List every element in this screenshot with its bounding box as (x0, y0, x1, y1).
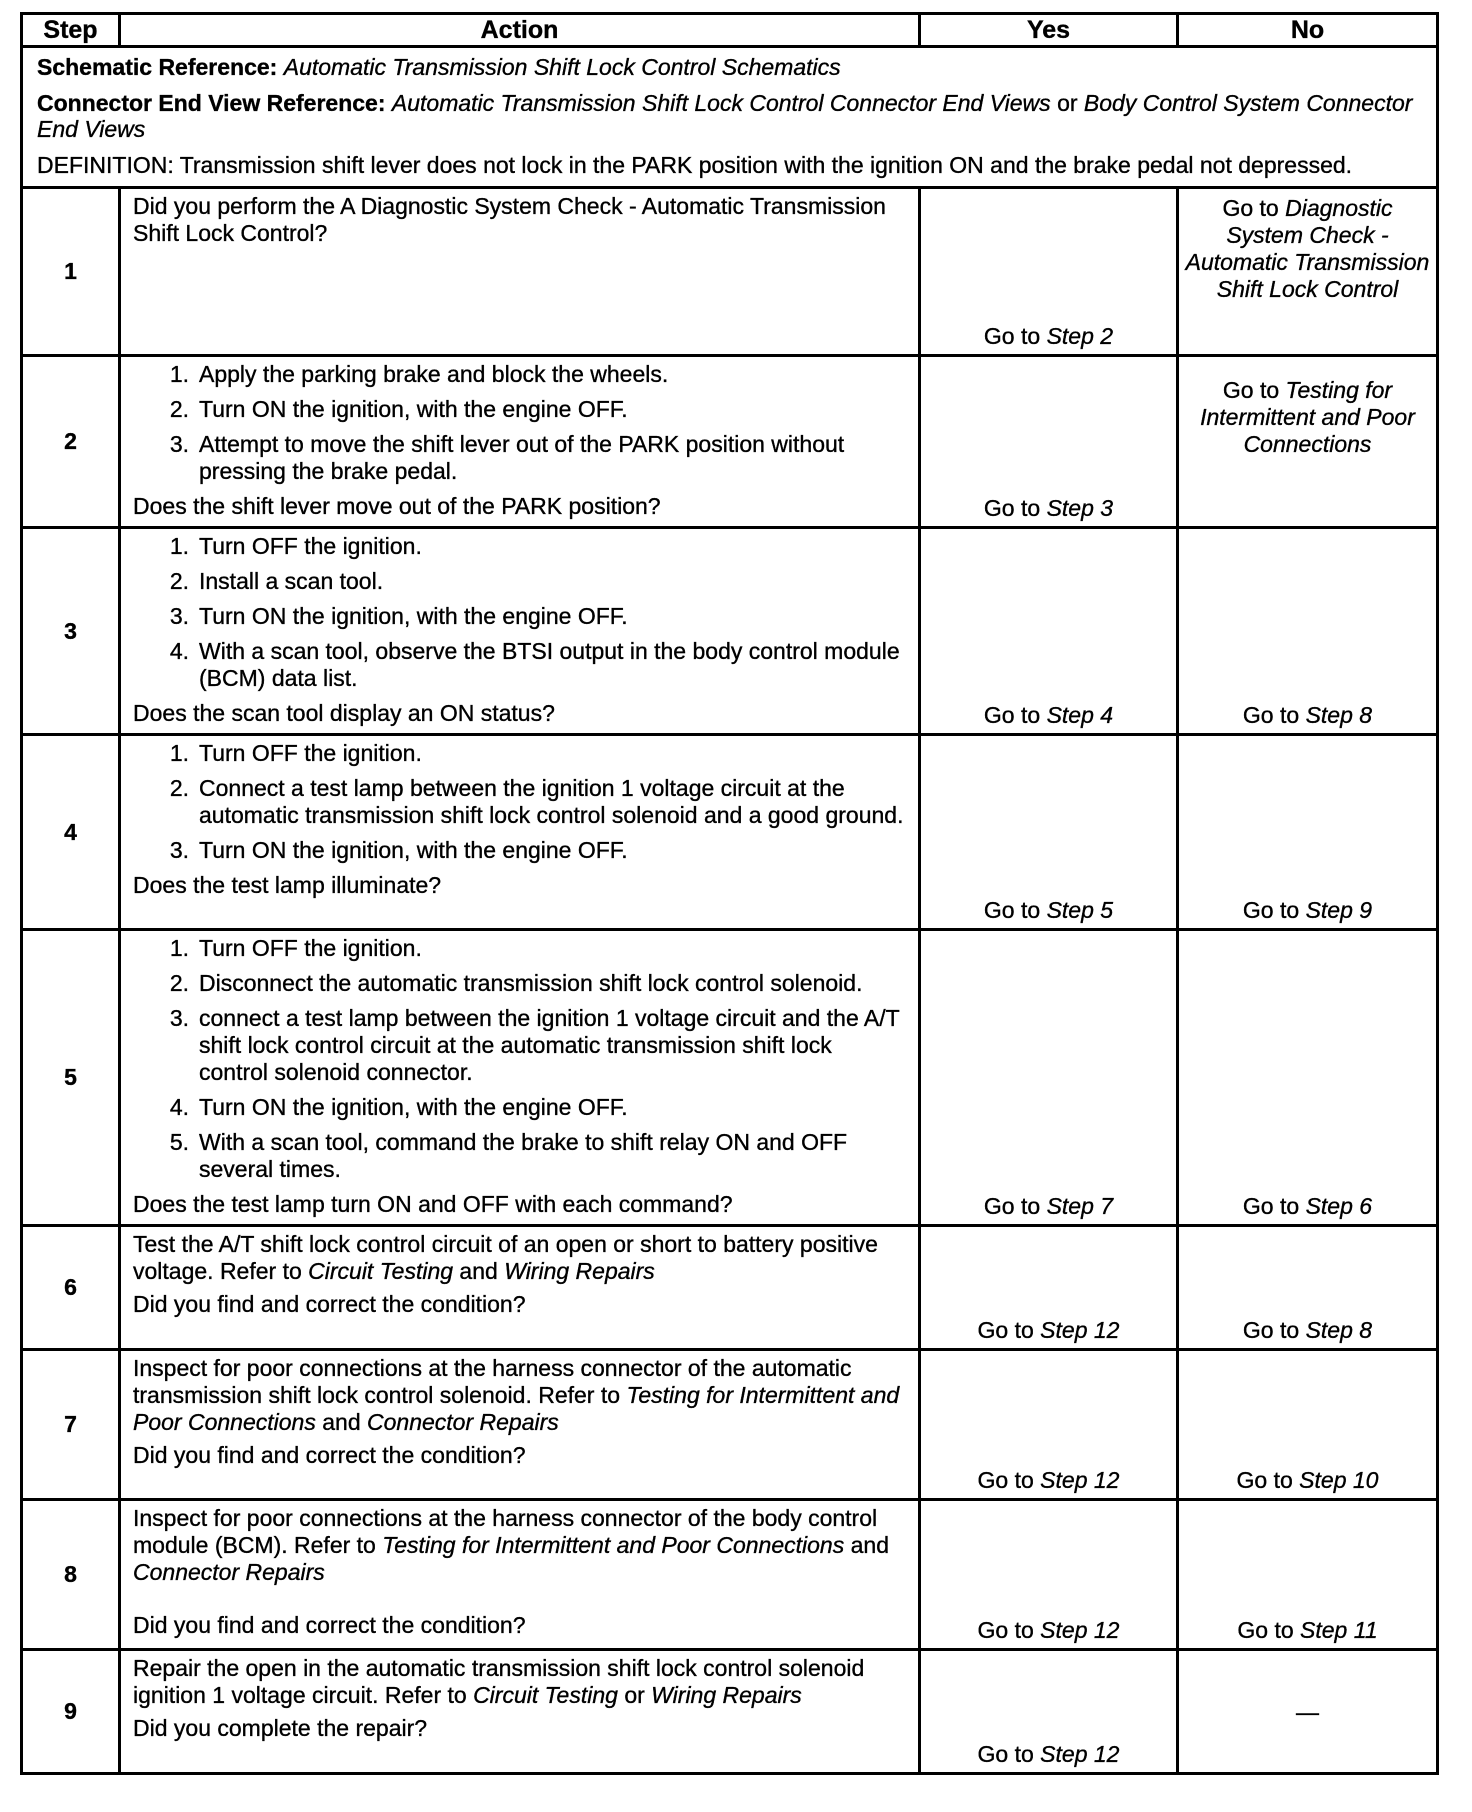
instruction-text: Turn ON the ignition, with the engine OFF. (199, 1094, 628, 1120)
instruction-text: Repair the open in the automatic transmission shift lock control solenoid ignition 1 voltage circuit. Refer to (133, 1655, 865, 1708)
list-item: 2. Install a scan tool. (133, 568, 906, 595)
no-cell[interactable] (1178, 528, 1438, 735)
conjunction: and (459, 1258, 498, 1284)
step-row-3 (22, 528, 1438, 735)
schematic-reference-label: Schematic Reference: (37, 54, 278, 80)
reference-row (22, 47, 1438, 188)
conjunction: and (850, 1532, 889, 1558)
no-link[interactable]: Step 9 (1305, 897, 1373, 923)
step-action (120, 1500, 920, 1650)
step-instruction (133, 1655, 906, 1709)
step-number: 1 (22, 188, 120, 356)
connector-reference-label: Connector End View Reference: (37, 90, 386, 116)
reference-link[interactable]: Wiring Repairs (651, 1682, 802, 1708)
yes-link[interactable]: Step 2 (1046, 323, 1114, 349)
yes-cell[interactable] (920, 1226, 1178, 1350)
go-to-label: Go to (977, 1317, 1034, 1343)
yes-link[interactable]: Step 12 (1040, 1617, 1120, 1643)
step-instructions (133, 935, 906, 1183)
connector-reference (37, 90, 1422, 142)
go-to-label: Go to (1237, 1617, 1294, 1643)
instruction-text: connect a test lamp between the ignition 1 voltage circuit and the A/T shift lock control circuit at the automatic transmission shift lock control solenoid connector. (199, 1005, 900, 1085)
reference-link[interactable]: Connector Repairs (367, 1409, 559, 1435)
reference-link[interactable]: Testing for Intermittent and Poor Connections (133, 1382, 900, 1435)
yes-link[interactable]: Step 3 (1046, 495, 1114, 521)
step-question: Did you find and correct the condition? (133, 1442, 526, 1468)
go-to-label: Go to (977, 1741, 1034, 1767)
step-row-8 (22, 1500, 1438, 1650)
reference-link[interactable]: Circuit Testing (308, 1258, 454, 1284)
instruction-text: Turn ON the ignition, with the engine OFF. (199, 837, 628, 863)
step-question: Did you find and correct the condition? (133, 1291, 526, 1317)
schematic-reference-link[interactable]: Automatic Transmission Shift Lock Control Schematics (283, 54, 841, 80)
instruction-text: Disconnect the automatic transmission shift lock control solenoid. (199, 970, 863, 996)
yes-cell[interactable] (920, 930, 1178, 1226)
list-item: 4. With a scan tool, observe the BTSI output in the body control module (BCM) data list. (133, 638, 906, 692)
no-cell[interactable] (1178, 1350, 1438, 1500)
no-cell[interactable] (1178, 735, 1438, 930)
list-item: 1. Turn OFF the ignition. (133, 533, 906, 560)
no-link[interactable]: Step 11 (1300, 1617, 1378, 1643)
step-action (120, 1350, 920, 1500)
go-to-label: Go to (1236, 1467, 1293, 1493)
step-row-5 (22, 930, 1438, 1226)
conjunction: and (322, 1409, 361, 1435)
conjunction: or (624, 1682, 645, 1708)
go-to-label: Go to (983, 495, 1041, 521)
step-number: 6 (22, 1226, 120, 1350)
no-cell[interactable] (1178, 930, 1438, 1226)
go-to-label: Go to (1222, 377, 1280, 403)
header-action: Action (120, 14, 920, 47)
list-item: 3. Turn ON the ignition, with the engine OFF. (133, 603, 906, 630)
header-yes: Yes (920, 14, 1178, 47)
instruction-text: Turn OFF the ignition. (199, 533, 422, 559)
connector-reference-link-2[interactable]: Body Control System Connector End Views (37, 90, 1413, 142)
go-to-label: Go to (1242, 897, 1300, 923)
no-cell[interactable] (1178, 356, 1438, 528)
step-action (120, 1226, 920, 1350)
no-cell: — (1178, 1650, 1438, 1774)
instruction-text: With a scan tool, observe the BTSI output in the body control module (BCM) data list. (199, 638, 900, 691)
step-question: Does the scan tool display an ON status? (133, 700, 555, 726)
go-to-label: Go to (983, 702, 1041, 728)
header-step: Step (22, 14, 120, 47)
step-row-7 (22, 1350, 1438, 1500)
go-to-label: Go to (1242, 702, 1300, 728)
list-item: 1. Apply the parking brake and block the wheels. (133, 361, 906, 388)
list-item: 1. Turn OFF the ignition. (133, 740, 906, 767)
step-number: 4 (22, 735, 120, 930)
yes-cell[interactable] (920, 356, 1178, 528)
go-to-label: Go to (977, 1617, 1034, 1643)
step-row-6 (22, 1226, 1438, 1350)
no-cell[interactable] (1178, 188, 1438, 356)
instruction-text: Apply the parking brake and block the wheels. (199, 361, 669, 387)
go-to-label: Go to (983, 897, 1041, 923)
step-question: Did you perform the A Diagnostic System Check - Automatic Transmission Shift Lock Control? (133, 193, 886, 246)
step-action (120, 1650, 920, 1774)
step-action (120, 930, 920, 1226)
instruction-text: With a scan tool, command the brake to shift relay ON and OFF several times. (199, 1129, 848, 1182)
step-number: 9 (22, 1650, 120, 1774)
instruction-text: Turn OFF the ignition. (199, 935, 422, 961)
step-action (120, 356, 920, 528)
yes-link[interactable]: Step 4 (1046, 702, 1114, 728)
yes-link[interactable]: Step 7 (1046, 1193, 1114, 1219)
instruction-text: Turn ON the ignition, with the engine OFF. (199, 603, 628, 629)
list-item: 5. With a scan tool, command the brake to shift relay ON and OFF several times. (133, 1129, 906, 1183)
yes-cell[interactable] (920, 188, 1178, 356)
no-link[interactable]: Testing for Intermittent and Poor Connections (1200, 377, 1415, 457)
go-to-label: Go to (983, 323, 1041, 349)
schematic-reference (37, 54, 1422, 80)
step-instruction (133, 1355, 906, 1436)
step-instruction (133, 1505, 906, 1586)
reference-link[interactable]: Testing for Intermittent and Poor Connections (382, 1532, 845, 1558)
diagnostic-table-page (20, 12, 1436, 1775)
list-item: 2. Turn ON the ignition, with the engine OFF. (133, 396, 906, 423)
step-question: Does the shift lever move out of the PARK position? (133, 493, 661, 519)
no-link[interactable]: Diagnostic System Check - Automatic Transmission Shift Lock Control (1185, 195, 1430, 302)
go-to-label: Go to (977, 1467, 1034, 1493)
connector-reference-or: or (1057, 90, 1078, 116)
yes-link[interactable]: Step 12 (1040, 1317, 1120, 1343)
instruction-text: Install a scan tool. (199, 568, 384, 594)
step-number: 5 (22, 930, 120, 1226)
instruction-text: Turn ON the ignition, with the engine OFF. (199, 396, 628, 422)
diagnostic-table (20, 12, 1439, 1775)
step-question: Does the test lamp turn ON and OFF with each command? (133, 1191, 733, 1217)
go-to-label: Go to (1242, 1193, 1300, 1219)
yes-link[interactable]: Step 12 (1040, 1741, 1120, 1767)
step-question: Did you find and correct the condition? (133, 1612, 526, 1638)
list-item: 3. Attempt to move the shift lever out of the PARK position without pressing the brake pedal. (133, 431, 906, 485)
step-action (120, 735, 920, 930)
header-row (22, 14, 1438, 47)
reference-link[interactable]: Connector Repairs (133, 1559, 325, 1585)
instruction-text: Turn OFF the ignition. (199, 740, 422, 766)
list-item: 2. Disconnect the automatic transmission shift lock control solenoid. (133, 970, 906, 997)
step-row-1 (22, 188, 1438, 356)
step-question: Did you complete the repair? (133, 1715, 428, 1741)
no-cell[interactable] (1178, 1500, 1438, 1650)
step-row-2 (22, 356, 1438, 528)
list-item: 1. Turn OFF the ignition. (133, 935, 906, 962)
instruction-text: Inspect for poor connections at the harness connector of the body control module (BCM). Refer to (133, 1505, 878, 1558)
no-link[interactable]: Step 8 (1305, 702, 1373, 728)
reference-cell (22, 47, 1438, 188)
go-to-label: Go to (983, 1193, 1041, 1219)
definition: DEFINITION: Transmission shift lever does not lock in the PARK position with the ignition ON and the brake pedal not depressed. (37, 152, 1353, 178)
step-row-9 (22, 1650, 1438, 1774)
yes-cell[interactable] (920, 528, 1178, 735)
step-instruction (133, 1231, 906, 1285)
step-number: 2 (22, 356, 120, 528)
step-instructions (133, 361, 906, 485)
reference-link[interactable]: Wiring Repairs (504, 1258, 655, 1284)
no-link[interactable]: Step 10 (1299, 1467, 1379, 1493)
reference-link[interactable]: Circuit Testing (473, 1682, 618, 1708)
step-action (120, 188, 920, 356)
step-number: 7 (22, 1350, 120, 1500)
no-link[interactable]: Step 8 (1305, 1317, 1373, 1343)
instruction-text: Attempt to move the shift lever out of the PARK position without pressing the brake pedal. (199, 431, 845, 484)
list-item: 4. Turn ON the ignition, with the engine OFF. (133, 1094, 906, 1121)
list-item: 3. Turn ON the ignition, with the engine OFF. (133, 837, 906, 864)
go-to-label: Go to (1222, 195, 1279, 221)
step-instructions (133, 533, 906, 692)
yes-link[interactable]: Step 5 (1046, 897, 1114, 923)
step-action (120, 528, 920, 735)
no-link[interactable]: Step 6 (1305, 1193, 1373, 1219)
step-number: 8 (22, 1500, 120, 1650)
step-question: Does the test lamp illuminate? (133, 872, 442, 898)
step-row-4 (22, 735, 1438, 930)
yes-cell[interactable] (920, 1650, 1178, 1774)
yes-cell[interactable] (920, 1500, 1178, 1650)
no-cell[interactable] (1178, 1226, 1438, 1350)
yes-link[interactable]: Step 12 (1040, 1467, 1120, 1493)
instruction-text: Test the A/T shift lock control circuit of an open or short to battery positive voltage. Refer to (133, 1231, 878, 1284)
connector-reference-link-1[interactable]: Automatic Transmission Shift Lock Control Connector End Views (391, 90, 1051, 116)
go-to-label: Go to (1242, 1317, 1300, 1343)
yes-cell[interactable] (920, 1350, 1178, 1500)
step-instructions (133, 740, 906, 864)
header-no: No (1178, 14, 1438, 47)
instruction-text: Inspect for poor connections at the harness connector of the automatic transmission shift lock control solenoid. Refer to (133, 1355, 852, 1408)
list-item: 3. connect a test lamp between the ignition 1 voltage circuit and the A/T shift lock control circuit at the automatic transmission shift lock control solenoid connector. (133, 1005, 906, 1086)
yes-cell[interactable] (920, 735, 1178, 930)
instruction-text: Connect a test lamp between the ignition 1 voltage circuit at the automatic transmission shift lock control solenoid and a good ground. (199, 775, 904, 828)
step-number: 3 (22, 528, 120, 735)
list-item: 2. Connect a test lamp between the ignition 1 voltage circuit at the automatic transmission shift lock control solenoid and a good ground. (133, 775, 906, 829)
